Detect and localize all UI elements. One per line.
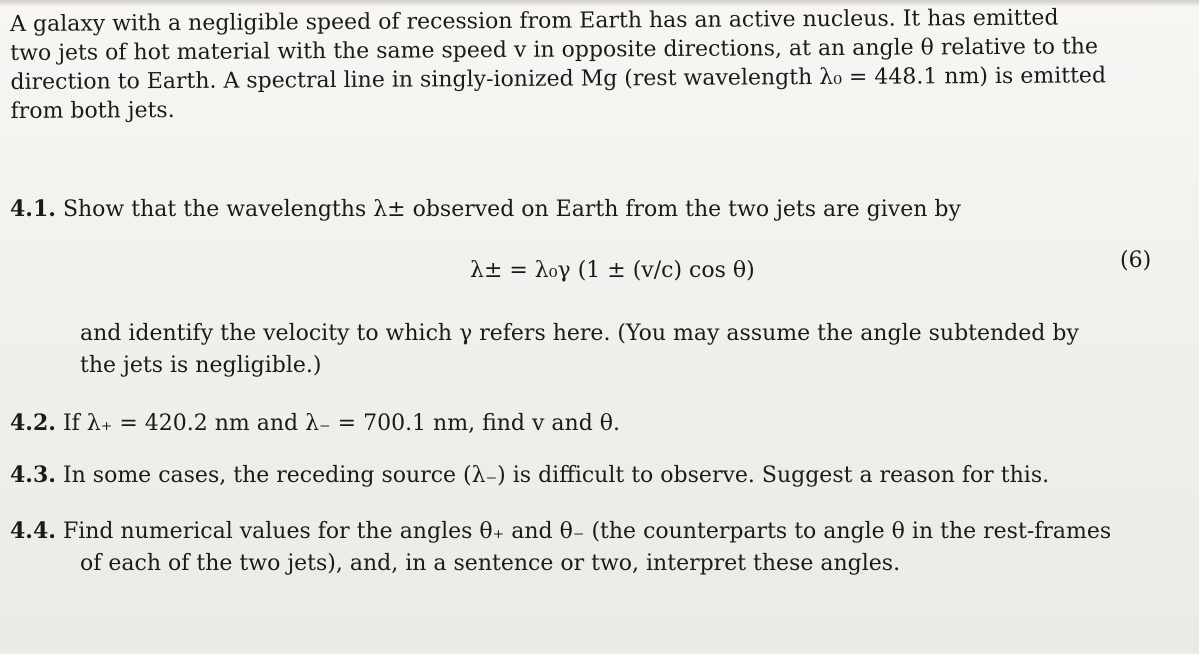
question-text: Show that the wavelengths λ± observed on Earth from the two jets are given by (62, 197, 961, 222)
intro-line: from both jets. (10, 97, 175, 124)
question-4-1 (10, 194, 961, 225)
question-number: 4.1. (10, 196, 56, 222)
question-4-3 (10, 460, 1049, 491)
equation-number: (6) (1120, 248, 1152, 273)
question-continuation: of each of the two jets), and, in a sentence or two, interpret these angles. (80, 551, 901, 576)
question-4-4 (10, 516, 1111, 547)
intro-line: two jets of hot material with the same speed v in opposite directions, at an angle θ relative to the (10, 34, 1099, 66)
question-text: If λ₊ = 420.2 nm and λ₋ = 700.1 nm, find v and θ. (62, 411, 621, 436)
intro-line: direction to Earth. A spectral line in singly-ionized Mg (rest wavelength λ₀ = 448.1 nm) is emitted (10, 63, 1107, 95)
equation: λ± = λ₀γ (1 ± (v/c) cos θ) (470, 258, 755, 283)
question-text: In some cases, the receding source (λ₋) is difficult to observe. Suggest a reason for this. (62, 463, 1050, 488)
intro-paragraph (10, 3, 1161, 126)
question-number: 4.4. (10, 518, 56, 544)
question-continuation: and identify the velocity to which γ refers here. (You may assume the angle subtended by (80, 321, 1079, 346)
question-4-2 (10, 408, 620, 439)
intro-line: A galaxy with a negligible speed of recession from Earth has an active nucleus. It has emitted (10, 5, 1059, 37)
question-text: Find numerical values for the angles θ₊ and θ₋ (the counterparts to angle θ in the rest-frames (62, 519, 1112, 544)
question-continuation: the jets is negligible.) (80, 353, 322, 378)
question-number: 4.3. (10, 462, 56, 488)
question-number: 4.2. (10, 410, 56, 436)
